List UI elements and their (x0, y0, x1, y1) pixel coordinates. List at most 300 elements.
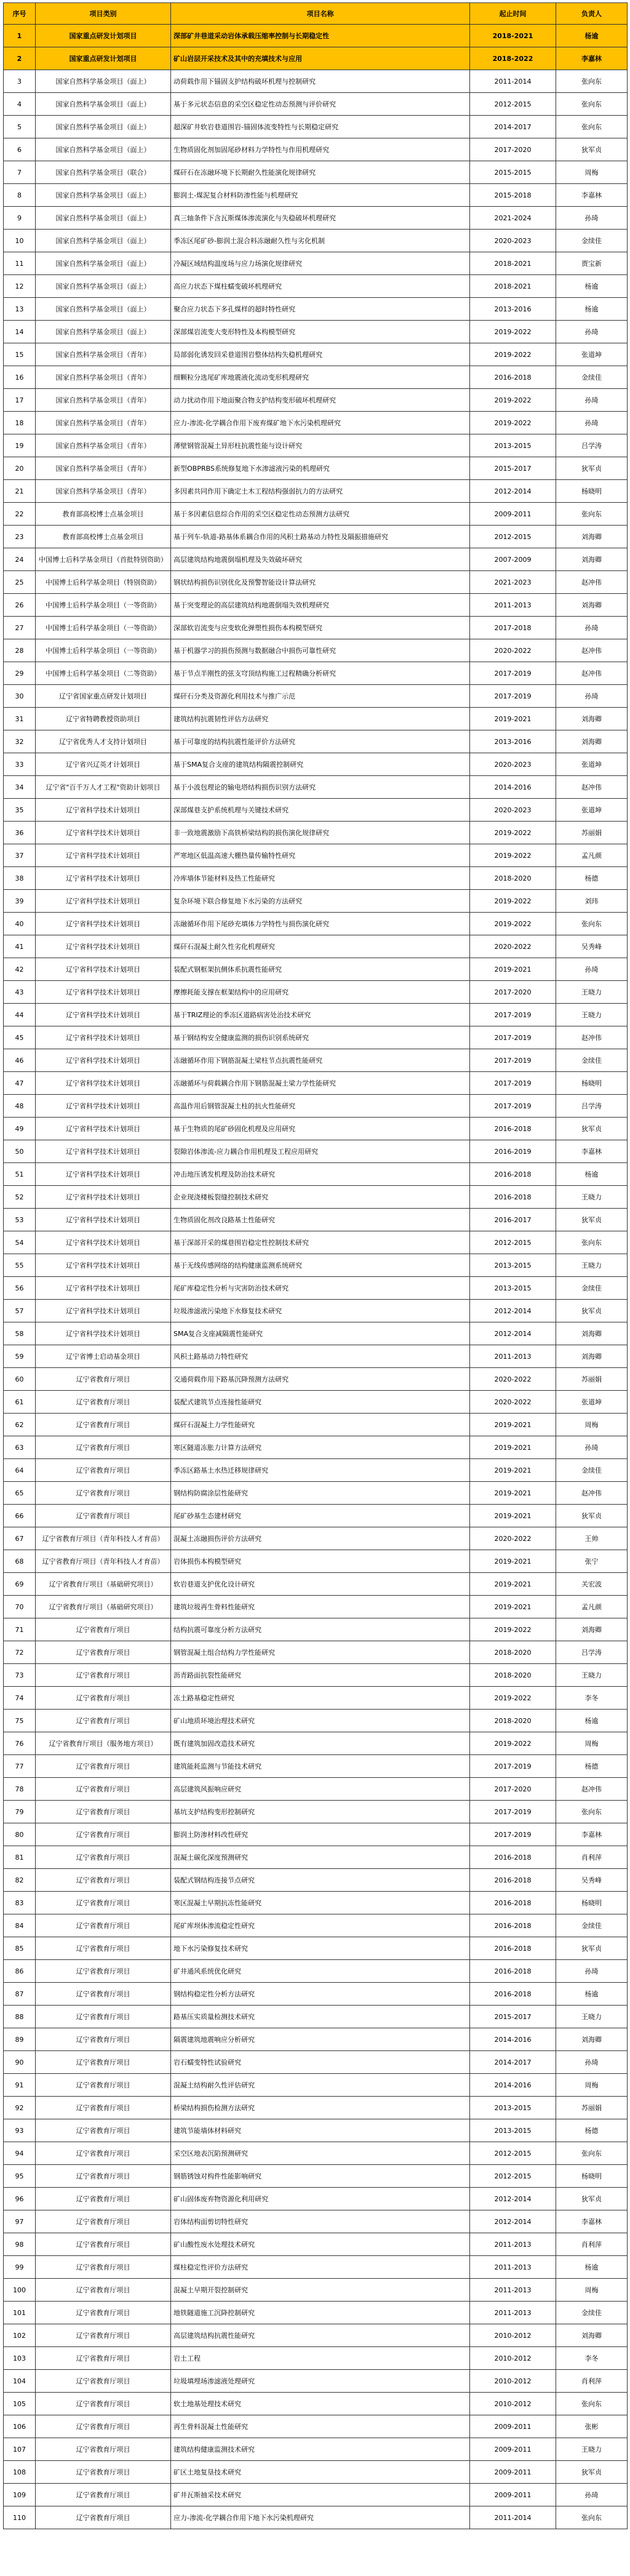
project-period: 2016-2018 (470, 1163, 556, 1186)
project-period: 2015-2015 (470, 161, 556, 184)
project-owner: 刘海卿 (556, 2028, 628, 2051)
project-name: 路基压实质量检测技术研究 (171, 2006, 470, 2028)
project-period: 2012-2015 (470, 2165, 556, 2188)
project-category: 辽宁省科学技术计划项目 (36, 1004, 171, 1026)
project-owner: 刘海卿 (556, 594, 628, 617)
project-owner: 李冬 (556, 1687, 628, 1710)
project-period: 2010-2012 (470, 2347, 556, 2370)
project-period: 2017-2019 (470, 1095, 556, 1118)
project-name: 冷库墙体节能材料及热工性能研究 (171, 867, 470, 890)
table-row (4, 1118, 628, 1140)
project-category: 辽宁省科学技术计划项目 (36, 1163, 171, 1186)
project-period: 2013-2015 (470, 1277, 556, 1300)
row-number: 70 (4, 1596, 36, 1618)
project-period: 2012-2015 (470, 93, 556, 116)
row-number: 107 (4, 2438, 36, 2461)
project-owner: 张向东 (556, 1801, 628, 1823)
table-row (4, 1300, 628, 1322)
project-name: 薄壁钢管混凝土异形柱抗震性能与设计研究 (171, 434, 470, 457)
project-category: 辽宁省教育厅项目 (36, 1778, 171, 1801)
project-category: 辽宁省教育厅项目 (36, 2074, 171, 2097)
project-owner: 刘海卿 (556, 2324, 628, 2347)
project-owner: 张道坤 (556, 753, 628, 776)
project-category: 辽宁省教育厅项目 (36, 2233, 171, 2256)
row-number: 54 (4, 1231, 36, 1254)
project-category: 辽宁省教育厅项目 (36, 1823, 171, 1846)
project-owner: 刘海卿 (556, 708, 628, 730)
row-number: 104 (4, 2370, 36, 2393)
project-category: 辽宁省科学技术计划项目 (36, 1209, 171, 1231)
project-category: 辽宁省国家重点研发计划项目 (36, 685, 171, 708)
project-category: 辽宁省教育厅项目 (36, 2484, 171, 2506)
row-number: 1 (4, 25, 36, 47)
project-period: 2009-2011 (470, 2461, 556, 2484)
project-period: 2011-2014 (470, 2506, 556, 2529)
row-number: 60 (4, 1368, 36, 1391)
row-number: 105 (4, 2393, 36, 2415)
project-owner: 肖利萍 (556, 1846, 628, 1869)
project-category: 国家重点研发计划项目 (36, 25, 171, 47)
project-name: 建筑能耗监测与节能技术研究 (171, 1755, 470, 1778)
project-period: 2010-2012 (470, 2393, 556, 2415)
row-number: 94 (4, 2142, 36, 2165)
project-name: 基于机器学习的损伤预测与数据融合中损伤可靠性研究 (171, 639, 470, 662)
project-period: 2017-2019 (470, 1072, 556, 1095)
project-name: 基于钢结构安全健康监测的损伤识别系统研究 (171, 1026, 470, 1049)
project-name: 矿山地质环境治理技术研究 (171, 1710, 470, 1732)
table-row (4, 981, 628, 1004)
project-name: 尾矿库坝体渗流稳定性研究 (171, 1914, 470, 1937)
project-period: 2019-2021 (470, 1550, 556, 1573)
project-category: 辽宁省教育厅项目 (36, 1641, 171, 1664)
table-row (4, 1914, 628, 1937)
project-category: 国家自然科学基金项目（青年） (36, 412, 171, 434)
row-number: 29 (4, 662, 36, 685)
project-owner: 刘海卿 (556, 548, 628, 571)
project-category: 辽宁省教育厅项目 (36, 1436, 171, 1459)
project-name: 装配式钢框架抗侧体系抗震性能研究 (171, 958, 470, 981)
project-category: 辽宁省教育厅项目 (36, 2119, 171, 2142)
row-number: 31 (4, 708, 36, 730)
project-category: 辽宁省教育厅项目 (36, 2370, 171, 2393)
row-number: 9 (4, 207, 36, 230)
table-row (4, 685, 628, 708)
project-period: 2018-2021 (470, 252, 556, 275)
row-number: 20 (4, 457, 36, 480)
row-number: 22 (4, 503, 36, 526)
row-number: 11 (4, 252, 36, 275)
table-row (4, 1960, 628, 1983)
row-number: 73 (4, 1664, 36, 1687)
project-owner: 金续佳 (556, 1914, 628, 1937)
row-number: 98 (4, 2233, 36, 2256)
project-name: 软土地基处理技术研究 (171, 2393, 470, 2415)
project-owner: 孙琦 (556, 2484, 628, 2506)
project-category: 辽宁省科学技术计划项目 (36, 935, 171, 958)
project-category: 辽宁省教育厅项目 (36, 2006, 171, 2028)
project-owner: 杨晓明 (556, 1072, 628, 1095)
row-number: 77 (4, 1755, 36, 1778)
project-name: 基于SMA复合支座的建筑结构隔震控制研究 (171, 753, 470, 776)
project-name: 寒区混凝土早期抗冻性能研究 (171, 1892, 470, 1914)
table-row (4, 1778, 628, 1801)
table-row (4, 1345, 628, 1368)
table-row (4, 1140, 628, 1163)
table-row (4, 1026, 628, 1049)
project-name: 摩擦耗能支撑在框架结构中的应用研究 (171, 981, 470, 1004)
project-period: 2010-2012 (470, 2370, 556, 2393)
table-row (4, 1641, 628, 1664)
project-owner: 吴秀峰 (556, 1869, 628, 1892)
project-owner: 王晓力 (556, 981, 628, 1004)
project-period: 2012-2014 (470, 1300, 556, 1322)
table-row (4, 47, 628, 70)
project-owner: 金续佳 (556, 1049, 628, 1072)
project-period: 2019-2021 (470, 1459, 556, 1482)
project-period: 2017-2019 (470, 662, 556, 685)
project-period: 2016-2018 (470, 366, 556, 389)
row-number: 27 (4, 617, 36, 639)
row-number: 91 (4, 2074, 36, 2097)
table-row (4, 412, 628, 434)
header-project-name: 项目名称 (171, 3, 470, 25)
table-row (4, 1254, 628, 1277)
row-number: 86 (4, 1960, 36, 1983)
project-name: 寒区隧道冻胀力计算方法研究 (171, 1436, 470, 1459)
table-row (4, 1823, 628, 1846)
row-number: 57 (4, 1300, 36, 1322)
project-period: 2020-2022 (470, 935, 556, 958)
table-row (4, 1710, 628, 1732)
project-name: 结构抗震可靠度分析方法研究 (171, 1618, 470, 1641)
row-number: 78 (4, 1778, 36, 1801)
table-row (4, 1231, 628, 1254)
table-row (4, 2438, 628, 2461)
row-number: 71 (4, 1618, 36, 1641)
row-number: 85 (4, 1937, 36, 1960)
table-row (4, 1277, 628, 1300)
project-period: 2021-2023 (470, 571, 556, 594)
row-number: 28 (4, 639, 36, 662)
table-row (4, 1755, 628, 1778)
row-number: 93 (4, 2119, 36, 2142)
project-category: 国家自然科学基金项目（青年） (36, 480, 171, 503)
project-owner: 赵冲伟 (556, 662, 628, 685)
project-name: 地铁隧道施工沉降控制研究 (171, 2302, 470, 2324)
project-category: 辽宁省博士启动基金项目 (36, 1345, 171, 1368)
row-number: 55 (4, 1254, 36, 1277)
project-category: 辽宁省教育厅项目 (36, 1914, 171, 1937)
project-owner: 杨逾 (556, 1710, 628, 1732)
project-name: 基于生物质的尾矿砂固化机理及应用研究 (171, 1118, 470, 1140)
row-number: 17 (4, 389, 36, 412)
table-row (4, 503, 628, 526)
project-name: 煤矸石混凝土耐久性劣化机理研究 (171, 935, 470, 958)
table-row (4, 1892, 628, 1914)
table-row (4, 93, 628, 116)
project-category: 中国博士后科学基金项目（一等资助） (36, 594, 171, 617)
project-name: 动力扰动作用下地面聚合物支护结构变形破坏机理研究 (171, 389, 470, 412)
project-owner: 吕学涛 (556, 1095, 628, 1118)
row-number: 44 (4, 1004, 36, 1026)
project-period: 2009-2011 (470, 503, 556, 526)
project-period: 2014-2016 (470, 2074, 556, 2097)
row-number: 110 (4, 2506, 36, 2529)
project-owner: 张向东 (556, 503, 628, 526)
project-category: 辽宁省教育厅项目 (36, 1892, 171, 1914)
table-row (4, 1618, 628, 1641)
project-category: 辽宁省教育厅项目 (36, 1710, 171, 1732)
table-row (4, 1209, 628, 1231)
project-owner: 周梅 (556, 161, 628, 184)
project-category: 辽宁省教育厅项目（青年科技人才育苗） (36, 1527, 171, 1550)
row-number: 66 (4, 1505, 36, 1527)
project-name: 混凝土碳化深度预测研究 (171, 1846, 470, 1869)
project-period: 2016-2018 (470, 1186, 556, 1209)
row-number: 16 (4, 366, 36, 389)
project-category: 辽宁省科学技术计划项目 (36, 867, 171, 890)
project-name: 岩石蠕变特性试验研究 (171, 2051, 470, 2074)
row-number: 102 (4, 2324, 36, 2347)
project-name: 基于突变理论的高层建筑结构地震倒塌失效机理研究 (171, 594, 470, 617)
project-name: 混凝土冻融损伤评价方法研究 (171, 1527, 470, 1550)
project-period: 2017-2019 (470, 1026, 556, 1049)
table-row (4, 2461, 628, 2484)
project-owner: 关宏波 (556, 1573, 628, 1596)
project-period: 2019-2021 (470, 1482, 556, 1505)
table-row (4, 2279, 628, 2302)
table-row (4, 594, 628, 617)
row-number: 41 (4, 935, 36, 958)
table-row (4, 913, 628, 935)
project-owner: 贾宝新 (556, 252, 628, 275)
row-number: 61 (4, 1391, 36, 1414)
project-name: 基于小波包理论的输电塔结构损伤识别方法研究 (171, 776, 470, 799)
project-owner: 王晓力 (556, 1004, 628, 1026)
project-name: 细颗粒分选尾矿库地震液化流动变形机理研究 (171, 366, 470, 389)
project-category: 辽宁省教育厅项目 (36, 2165, 171, 2188)
project-owner: 杨逾 (556, 298, 628, 321)
table-row (4, 2051, 628, 2074)
project-period: 2020-2023 (470, 230, 556, 252)
project-period: 2019-2021 (470, 1573, 556, 1596)
header-owner: 负责人 (556, 3, 628, 25)
table-row (4, 890, 628, 913)
project-period: 2015-2018 (470, 184, 556, 207)
project-category: 辽宁省教育厅项目 (36, 2461, 171, 2484)
project-name: 煤矸石混凝土力学性能研究 (171, 1414, 470, 1436)
project-owner: 赵冲伟 (556, 571, 628, 594)
project-period: 2020-2022 (470, 1391, 556, 1414)
table-row (4, 366, 628, 389)
project-period: 2017-2019 (470, 1801, 556, 1823)
project-category: 国家自然科学基金项目（青年） (36, 434, 171, 457)
table-row (4, 2188, 628, 2210)
project-category: 国家自然科学基金项目（青年） (36, 389, 171, 412)
table-row (4, 2233, 628, 2256)
project-name: 多因素共同作用下确定土木工程结构强弱抗力的方法研究 (171, 480, 470, 503)
row-number: 101 (4, 2302, 36, 2324)
table-row (4, 230, 628, 252)
project-owner: 杨晓明 (556, 1892, 628, 1914)
project-period: 2019-2021 (470, 1436, 556, 1459)
project-name: 深部煤巷支护系统机理与关键技术研究 (171, 799, 470, 822)
table-row (4, 2415, 628, 2438)
project-owner: 杨德 (556, 1755, 628, 1778)
project-period: 2016-2018 (470, 1960, 556, 1983)
project-period: 2011-2013 (470, 2302, 556, 2324)
project-name: 基于列车-轨道-路基体系耦合作用的风积土路基动力特性及隔振措施研究 (171, 526, 470, 548)
project-category: 辽宁省科学技术计划项目 (36, 1300, 171, 1322)
project-name: 煤矸石分类及资源化利用技术与推广示范 (171, 685, 470, 708)
project-owner: 刘海卿 (556, 1618, 628, 1641)
project-name: 尾矿砂基生态建材研究 (171, 1505, 470, 1527)
row-number: 39 (4, 890, 36, 913)
project-period: 2017-2019 (470, 1823, 556, 1846)
project-period: 2018-2022 (470, 47, 556, 70)
project-period: 2012-2014 (470, 2188, 556, 2210)
project-period: 2016-2018 (470, 1914, 556, 1937)
row-number: 18 (4, 412, 36, 434)
project-category: 辽宁省教育厅项目 (36, 2028, 171, 2051)
project-name: 深部矿井巷道采动岩体承载压缩率控制与长期稳定性 (171, 25, 470, 47)
project-owner: 孙琦 (556, 685, 628, 708)
project-category: 国家自然科学基金项目（面上） (36, 138, 171, 161)
project-period: 2012-2015 (470, 1231, 556, 1254)
project-name: 生物质固化剂加固尾砂材料力学特性与作用机理研究 (171, 138, 470, 161)
project-period: 2017-2020 (470, 138, 556, 161)
project-owner: 孙琦 (556, 389, 628, 412)
project-owner: 赵冲伟 (556, 639, 628, 662)
table-row (4, 1095, 628, 1118)
project-name: 动荷载作用下锚固支护结构破坏机理与控制研究 (171, 70, 470, 93)
project-category: 国家自然科学基金项目（青年） (36, 457, 171, 480)
project-category: 辽宁省科学技术计划项目 (36, 799, 171, 822)
project-category: 辽宁省教育厅项目 (36, 1664, 171, 1687)
project-owner: 金续佳 (556, 366, 628, 389)
project-category: 辽宁省教育厅项目 (36, 2051, 171, 2074)
row-number: 43 (4, 981, 36, 1004)
row-number: 49 (4, 1118, 36, 1140)
table-row (4, 343, 628, 366)
project-period: 2016-2018 (470, 1869, 556, 1892)
project-owner: 苏丽娟 (556, 2097, 628, 2119)
project-owner: 杨逾 (556, 1983, 628, 2006)
project-owner: 肖利萍 (556, 2233, 628, 2256)
project-table-wrapper (3, 2, 627, 2529)
row-number: 56 (4, 1277, 36, 1300)
table-body (4, 25, 628, 2529)
table-row (4, 2506, 628, 2529)
project-name: 高应力状态下煤柱蠕变破坏机理研究 (171, 275, 470, 298)
table-row (4, 2210, 628, 2233)
project-name: 建筑结构健康监测技术研究 (171, 2438, 470, 2461)
project-name: 既有建筑加固改造技术研究 (171, 1732, 470, 1755)
row-number: 79 (4, 1801, 36, 1823)
project-category: 辽宁省科学技术计划项目 (36, 1118, 171, 1140)
project-name: 生物质固化剂改良路基土性能研究 (171, 1209, 470, 1231)
row-number: 48 (4, 1095, 36, 1118)
project-table (3, 2, 628, 2529)
project-owner: 张向东 (556, 93, 628, 116)
table-row (4, 321, 628, 343)
project-category: 辽宁省教育厅项目 (36, 2302, 171, 2324)
row-number: 34 (4, 776, 36, 799)
row-number: 58 (4, 1322, 36, 1345)
table-row (4, 2142, 628, 2165)
project-category: 国家自然科学基金项目（面上） (36, 298, 171, 321)
row-number: 82 (4, 1869, 36, 1892)
table-row (4, 1527, 628, 1550)
project-owner: 周梅 (556, 1732, 628, 1755)
row-number: 75 (4, 1710, 36, 1732)
project-period: 2019-2022 (470, 1618, 556, 1641)
table-row (4, 1869, 628, 1892)
project-name: 矿山酸性废水处理技术研究 (171, 2233, 470, 2256)
project-period: 2011-2013 (470, 594, 556, 617)
project-period: 2020-2022 (470, 639, 556, 662)
project-name: 混凝土早期开裂控制研究 (171, 2279, 470, 2302)
row-number: 23 (4, 526, 36, 548)
project-category: 辽宁省教育厅项目 (36, 2188, 171, 2210)
row-number: 89 (4, 2028, 36, 2051)
row-number: 32 (4, 730, 36, 753)
project-category: 辽宁省教育厅项目 (36, 1983, 171, 2006)
row-number: 108 (4, 2461, 36, 2484)
row-number: 100 (4, 2279, 36, 2302)
table-row (4, 2302, 628, 2324)
project-period: 2019-2021 (470, 958, 556, 981)
row-number: 53 (4, 1209, 36, 1231)
project-category: 国家自然科学基金项目（面上） (36, 321, 171, 343)
project-period: 2016-2018 (470, 1892, 556, 1914)
project-name: 矿井瓦斯抽采技术研究 (171, 2484, 470, 2506)
project-name: 装配式钢结构连接节点研究 (171, 1869, 470, 1892)
table-row (4, 298, 628, 321)
project-name: 岩土工程 (171, 2347, 470, 2370)
project-category: 辽宁省教育厅项目 (36, 1459, 171, 1482)
project-owner: 苏丽娟 (556, 822, 628, 844)
project-category: 辽宁省教育厅项目 (36, 2256, 171, 2279)
project-owner: 赵冲伟 (556, 1482, 628, 1505)
row-number: 76 (4, 1732, 36, 1755)
project-name: 冻融循环与荷载耦合作用下钢筋混凝土梁力学性能研究 (171, 1072, 470, 1095)
row-number: 72 (4, 1641, 36, 1664)
row-number: 5 (4, 116, 36, 138)
table-row (4, 1573, 628, 1596)
project-name: 钢状结构损伤识别优化及预警智能设计算法研究 (171, 571, 470, 594)
project-period: 2018-2020 (470, 1664, 556, 1687)
project-period: 2013-2015 (470, 434, 556, 457)
project-period: 2017-2020 (470, 981, 556, 1004)
row-number: 36 (4, 822, 36, 844)
project-period: 2013-2015 (470, 1254, 556, 1277)
project-period: 2018-2021 (470, 275, 556, 298)
project-owner: 王晓力 (556, 1664, 628, 1687)
project-category: 辽宁省教育厅项目（基础研究项目） (36, 1596, 171, 1618)
table-row (4, 844, 628, 867)
project-period: 2016-2018 (470, 1937, 556, 1960)
project-owner: 张道坤 (556, 1391, 628, 1414)
table-row (4, 480, 628, 503)
project-owner: 周梅 (556, 1414, 628, 1436)
project-owner: 刘海卿 (556, 730, 628, 753)
project-period: 2018-2020 (470, 1710, 556, 1732)
row-number: 8 (4, 184, 36, 207)
project-category: 国家自然科学基金项目（青年） (36, 366, 171, 389)
project-category: 辽宁省教育厅项目 (36, 1960, 171, 1983)
row-number: 69 (4, 1573, 36, 1596)
